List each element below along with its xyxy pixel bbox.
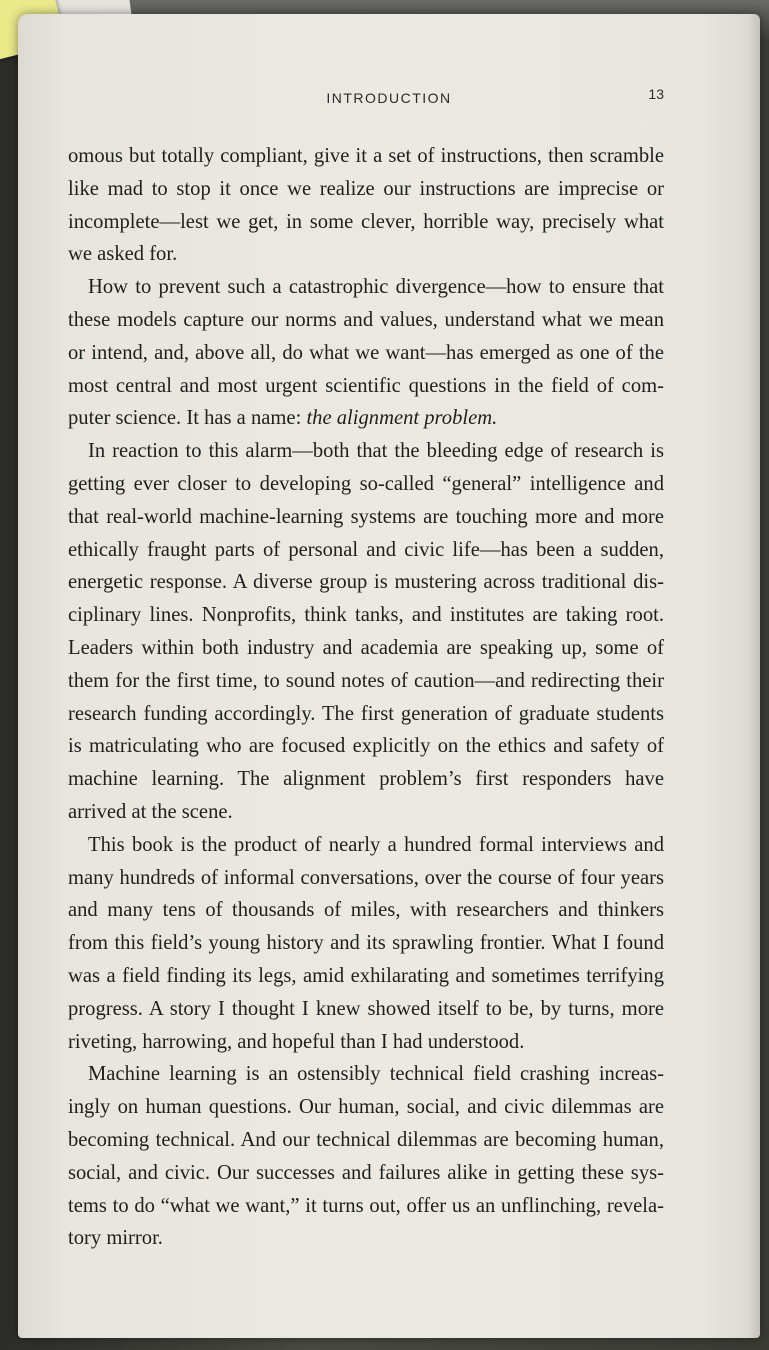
book-title-emphasis: the alignment problem. <box>306 407 498 430</box>
running-head: INTRODUCTION <box>326 90 452 106</box>
paragraph-4: This book is the product of nearly a hundred formal interviews and many hundreds of informal conversations, over the course of four years and many tens of thousands of miles, with researchers and thinkers from this field’s young history and its sprawling frontier. What I found was a field finding its legs, amid exhilarating and sometimes terrifying progress. A story I thought I knew showed itself to be, by turns, more riveting, harrowing, and hopeful than I had understood. <box>68 833 664 1053</box>
paragraph-2-text: How to prevent such a catastrophic divergence—how to ensure that these models capture our norms and values, understand what we mean or intend, and, above all, do what we want—has emerged as one of the most central and most urgent scientific questions in the field of computer science. It has a name: <box>68 276 664 430</box>
page-number: 13 <box>648 86 664 102</box>
paragraph-5: Machine learning is an ostensibly technical field crashing increasingly on human questions. Our human, social, and civic dilemmas are becoming technical. And our technical dilemmas are becoming human, social, and civic. Our successes and failures alike in getting these systems to do “what we want,” it turns out, offer us an unflinching, revelatory mirror. <box>68 1063 664 1250</box>
paragraph-2 <box>68 271 664 435</box>
book-page <box>18 14 760 1338</box>
body-text <box>68 140 664 1255</box>
paragraph-3: In reaction to this alarm—both that the bleeding edge of research is getting ever closer to developing so-called “general” intelligence and that real-world machine-learning systems are touching more and more ethically fraught parts of personal and civic life—has been a sudden, energetic response. A diverse group is mustering across traditional disciplinary lines. Nonprofits, think tanks, and institutes are taking root. Leaders within both industry and academia are speaking up, some of them for the first time, to sound notes of caution—and redirecting their research funding accordingly. The first generation of graduate students is matriculating who are focused explicitly on the ethics and safety of machine learning. The alignment problem’s first responders have arrived at the scene. <box>68 440 664 823</box>
paragraph-1: omous but totally compliant, give it a set of instructions, then scramble like mad to stop it once we realize our instructions are imprecise or incomplete—lest we get, in some clever, horrible way, precisely what we asked for. <box>68 145 664 266</box>
